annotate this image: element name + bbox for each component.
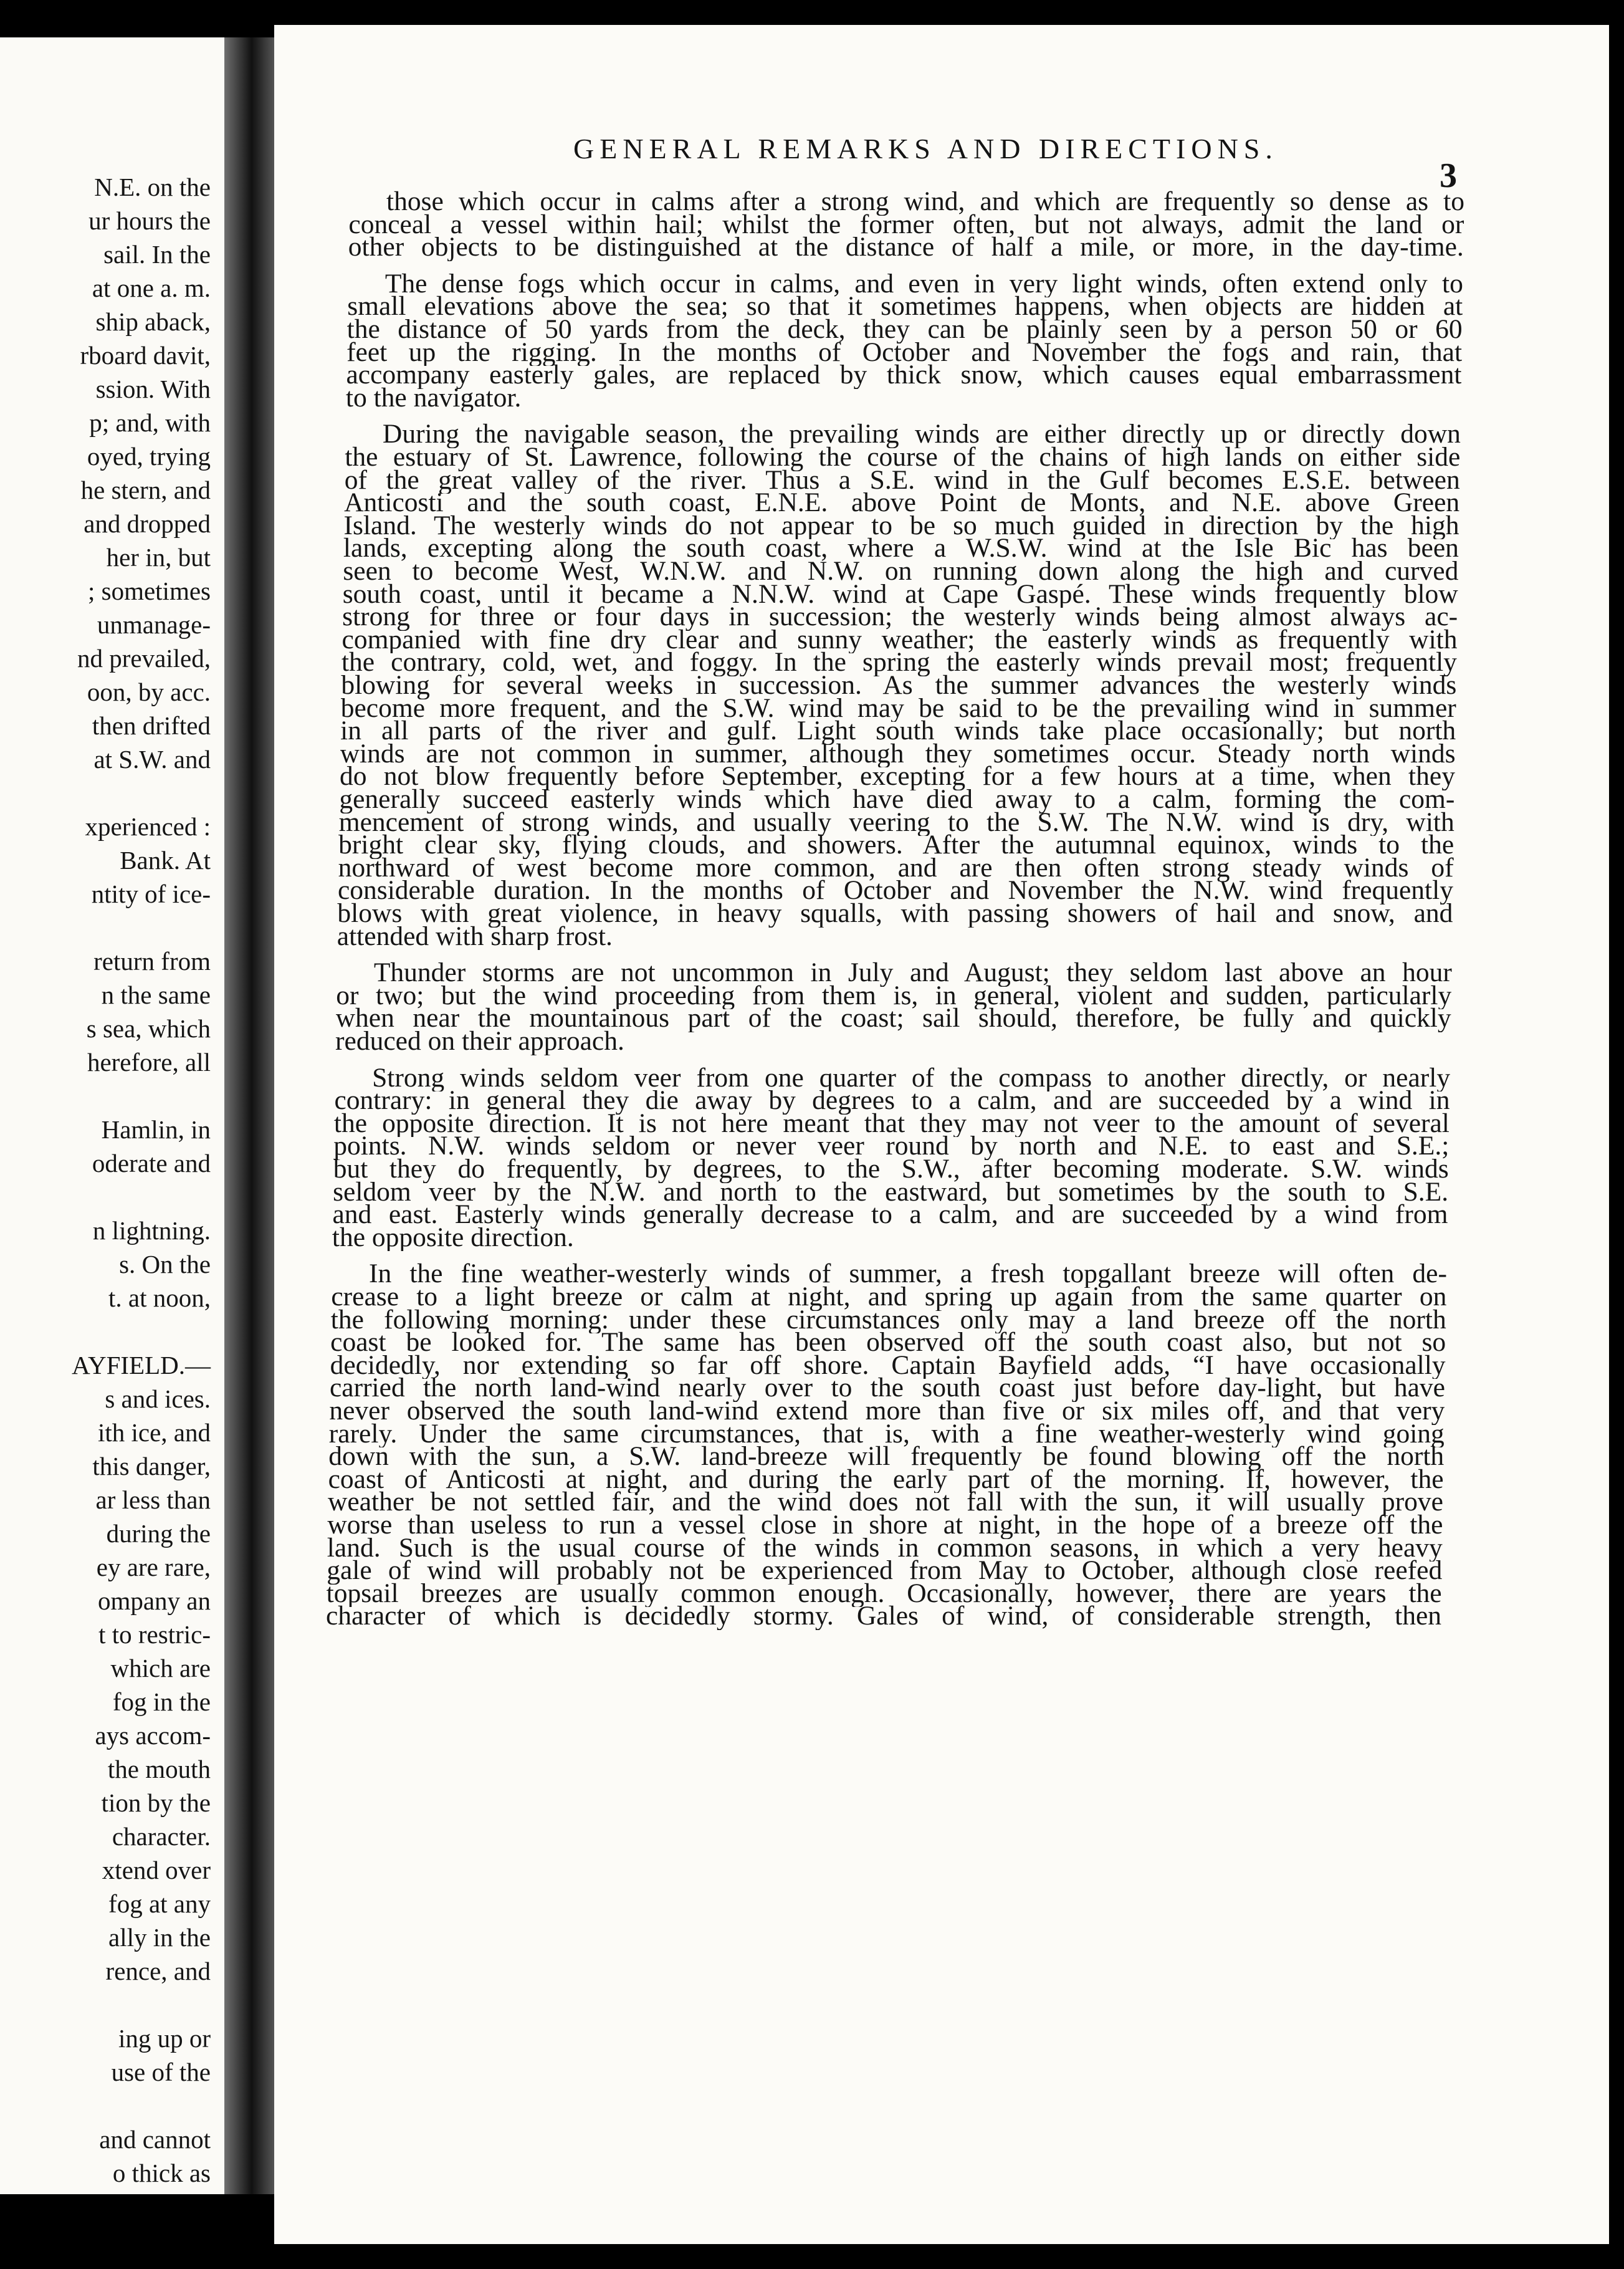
text-line: contrary: in general they die away by degrees to a calm, and are succeeded by a wind in	[334, 1087, 1450, 1115]
text-line: south coast, until it became a N.N.W. wind at Cape Gaspé. These winds frequently blow	[342, 580, 1458, 608]
text-line: strong for three or four days in succession; the westerly winds being almost always ac-	[342, 603, 1458, 631]
page-body	[274, 25, 1609, 2244]
left-page-line: n the same	[101, 981, 211, 1009]
left-page-line: which are	[110, 1654, 211, 1682]
left-page-line: ey are rare,	[96, 1553, 211, 1581]
left-page-line: unmanage-	[97, 610, 211, 639]
text-line: attended with sharp frost.	[337, 923, 613, 951]
text-line: reduced on their approach.	[335, 1028, 624, 1055]
left-page-line: the mouth	[107, 1755, 211, 1783]
text-line: northward of west become more common, and are then often strong steady winds of	[338, 854, 1454, 882]
text-line: to the navigator.	[345, 384, 522, 412]
text-line: mencement of strong winds, and usually veering to the S.W. The N.W. wind is dry, with	[338, 808, 1454, 837]
left-page-line: and cannot	[99, 2125, 211, 2154]
left-page-line: rence, and	[105, 1957, 211, 1985]
text-line: During the navigable season, the prevailing winds are either directly up or directly down	[382, 421, 1461, 448]
left-page-line: ompany an	[97, 1586, 211, 1615]
left-page-line: N.E. on the	[94, 173, 211, 201]
left-page-line: use of the	[111, 2058, 211, 2086]
text-line: the estuary of St. Lawrence, following the course of the chains of high lands on either side	[345, 444, 1461, 471]
text-line: considerable duration. In the months of October and November the N.W. wind frequently	[337, 877, 1453, 904]
text-line: the distance of 50 yards from the deck, they can be plainly seen by a person 50 or 60	[346, 316, 1463, 343]
text-line: bright clear sky, flying clouds, and showers. After the autumnal equinox, winds to the	[338, 832, 1454, 859]
left-page-line: ing up or	[118, 2024, 211, 2053]
text-line: accompany easterly gales, are replaced by thick snow, which causes equal embarrassment	[346, 362, 1462, 389]
left-page-line: ssion. With	[95, 375, 211, 403]
left-page-line: ship aback,	[95, 307, 211, 336]
left-page-line: ; sometimes	[87, 577, 211, 605]
running-head: GENERAL REMARKS AND DIRECTIONS.	[573, 133, 1278, 165]
left-page-line: at S.W. and	[93, 745, 211, 774]
left-page-line: ur hours the	[88, 206, 211, 235]
text-line: In the fine weather-westerly winds of summer, a fresh topgallant breeze will often de-	[368, 1260, 1447, 1288]
left-page-line: t to restric-	[98, 1620, 211, 1649]
left-page-fragment	[0, 37, 224, 2194]
left-page-line: ntity of ice-	[91, 880, 211, 908]
left-page-line: Bank. At	[120, 846, 211, 875]
text-line: in all parts of the river and gulf. Light south winds take place occasionally; but north	[340, 717, 1456, 745]
text-line: but they do frequently, by degrees, to the S.W., after becoming moderate. S.W. winds	[333, 1156, 1449, 1183]
text-line: gale of wind will probably not be experienced from May to October, although close reefed	[327, 1557, 1443, 1585]
text-line: Thunder storms are not uncommon in July and August; they seldom last above an hour	[373, 959, 1452, 987]
left-page-line: ays accom-	[95, 1721, 211, 1750]
text-line: other objects to be distinguished at the distance of half a mile, or more, in the day-time.	[348, 234, 1464, 261]
text-line: or two; but the wind proceeding from them is, in general, violent and sudden, particularly	[336, 982, 1452, 1010]
left-page-line: nd prevailed,	[77, 644, 211, 673]
left-page-line: her in, but	[106, 543, 211, 572]
text-line: down with the sun, a S.W. land-breeze will frequently be found blowing off the north	[328, 1443, 1445, 1470]
page-number: 3	[1440, 156, 1457, 195]
left-page-line: AYFIELD.—	[72, 1351, 211, 1379]
left-page-line: t. at noon,	[108, 1283, 211, 1312]
text-line: points. N.W. winds seldom or never veer round by north and N.E. to east and S.E.;	[333, 1133, 1450, 1160]
left-page-line: tion by the	[101, 1788, 211, 1817]
text-line: the opposite direction. It is not here meant that they may not veer to the amount of several	[333, 1110, 1450, 1138]
left-page-line: oon, by acc.	[87, 678, 211, 706]
left-page-line: during the	[106, 1519, 211, 1548]
text-line: winds are not common in summer, although they sometimes occur. Steady north winds	[340, 740, 1456, 768]
left-page-line: and dropped	[84, 509, 211, 538]
text-line: Strong winds seldom veer from one quarter of the compass to another directly, or nearly	[372, 1064, 1451, 1092]
text-line: worse than useless to run a vessel close in shore at night, in the hope of a breeze off the	[327, 1512, 1443, 1539]
left-page-line: n lightning.	[92, 1216, 211, 1245]
left-page-line: Hamlin, in	[101, 1115, 211, 1144]
left-page-line: at one a. m.	[92, 274, 211, 302]
text-line: conceal a vessel within hail; whilst the former often, but not always, admit the land or	[348, 211, 1464, 239]
left-page-line: fog in the	[112, 1687, 211, 1716]
left-page-line: rboard davit,	[80, 341, 211, 370]
text-line: carried the north land-wind nearly over to the south coast just before day-light, but have	[329, 1374, 1445, 1402]
left-page-line: he stern, and	[80, 476, 211, 504]
text-line: seen to become West, W.N.W. and N.W. on running down along the high and curved	[343, 558, 1459, 585]
left-page-line: this danger,	[92, 1452, 211, 1480]
left-page-line: sail. In the	[103, 240, 211, 269]
left-page-line: then drifted	[92, 711, 211, 740]
left-page-line: p; and, with	[89, 408, 211, 437]
text-line: the contrary, cold, wet, and foggy. In the spring the easterly winds prevail most; frequently	[341, 649, 1457, 676]
left-page-line: xtend over	[102, 1856, 211, 1884]
text-line: become more frequent, and the S.W. wind may be said to be the prevailing wind in summer	[340, 694, 1456, 722]
left-page-line: ar less than	[95, 1485, 211, 1514]
text-line: and east. Easterly winds generally decrease to a calm, and are succeeded by a wind from	[332, 1201, 1448, 1229]
text-line: crease to a light breeze or calm at night, and spring up again from the same quarter on	[331, 1283, 1447, 1311]
left-page-line: oyed, trying	[87, 442, 211, 471]
text-line: coast be looked for. The same has been observed off the south coast also, but not so	[330, 1329, 1446, 1356]
left-page-line: ith ice, and	[97, 1418, 211, 1447]
left-page-line: oderate and	[92, 1149, 211, 1178]
text-line: coast of Anticosti at night, and during the early part of the morning. If, however, the	[328, 1465, 1444, 1494]
main-page	[274, 25, 1609, 2244]
text-line: blows with great violence, in heavy squalls, with passing showers of hail and snow, and	[337, 900, 1453, 928]
text-line: rarely. Under the same circumstances, that is, with a fine weather-westerly wind going	[328, 1420, 1445, 1448]
left-page-line: return from	[93, 947, 211, 976]
left-page-line: ally in the	[108, 1923, 211, 1952]
text-line: small elevations above the sea; so that it sometimes happens, when objects are hidden at	[347, 293, 1463, 320]
text-line: the opposite direction.	[332, 1224, 574, 1252]
text-line: seldom veer by the N.W. and north to the eastward, but sometimes by the south to S.E.	[333, 1178, 1449, 1206]
text-line: land. Such is the usual course of the winds in common seasons, in which a very heavy	[327, 1534, 1443, 1562]
text-line: Anticosti and the south coast, E.N.E. above Point de Monts, and N.E. above Green	[344, 489, 1460, 517]
left-page-line: s sea, which	[86, 1014, 211, 1043]
text-line: generally succeed easterly winds which have died away to a calm, forming the com-	[339, 786, 1455, 813]
text-line: character of which is decidedly stormy. Gales of wind, of considerable strength, then	[326, 1603, 1441, 1630]
text-line: of the great valley of the river. Thus a S.E. wind in the Gulf becomes E.S.E. between	[344, 466, 1460, 494]
left-page-line: xperienced :	[85, 812, 211, 841]
left-page-line: character.	[112, 1822, 211, 1851]
text-line: lands, excepting along the south coast, where a W.S.W. wind at the Isle Bic has been	[343, 535, 1459, 562]
left-page-line: o thick as	[112, 2159, 211, 2187]
text-line: when near the mountainous part of the coast; sail should, therefore, be fully and quickly	[335, 1005, 1451, 1032]
left-page-line: herefore, all	[87, 1048, 211, 1077]
left-page-line: s. On the	[119, 1250, 211, 1278]
left-page-line: s and ices.	[105, 1384, 211, 1413]
text-line: feet up the rigging. In the months of October and November the fogs and rain, that	[346, 338, 1463, 367]
text-line: those which occur in calms after a strong wind, and which are frequently so dense as to	[386, 188, 1464, 216]
text-line: topsail breezes are usually common enough. Occasionally, however, there are years the	[326, 1580, 1442, 1608]
text-line: blowing for several weeks in succession. As the summer advances the westerly winds	[341, 672, 1457, 699]
text-line: weather be not settled fair, and the wind does not fall with the sun, it will usually prove	[327, 1489, 1443, 1516]
text-line: the following morning: under these circumstances only may a land breeze off the north	[330, 1306, 1446, 1334]
text-line: companied with fine dry clear and sunny weather; the easterly winds as frequently with	[342, 626, 1458, 654]
text-line: Island. The westerly winds do not appear to be so much guided in direction by the high	[343, 512, 1459, 540]
left-page-line: fog at any	[108, 1889, 211, 1918]
text-line: never observed the south land-wind extend more than five or six miles off, and that very	[329, 1398, 1445, 1425]
book-gutter	[224, 37, 274, 2194]
text-line: do not blow frequently before September, excepting for a few hours at a time, when they	[339, 763, 1455, 790]
text-line: The dense fogs which occur in calms, and even in very light winds, often extend only to	[385, 270, 1463, 298]
text-line: decidedly, nor extending so far off shore. Captain Bayfield adds, “I have occasionally	[330, 1351, 1446, 1379]
